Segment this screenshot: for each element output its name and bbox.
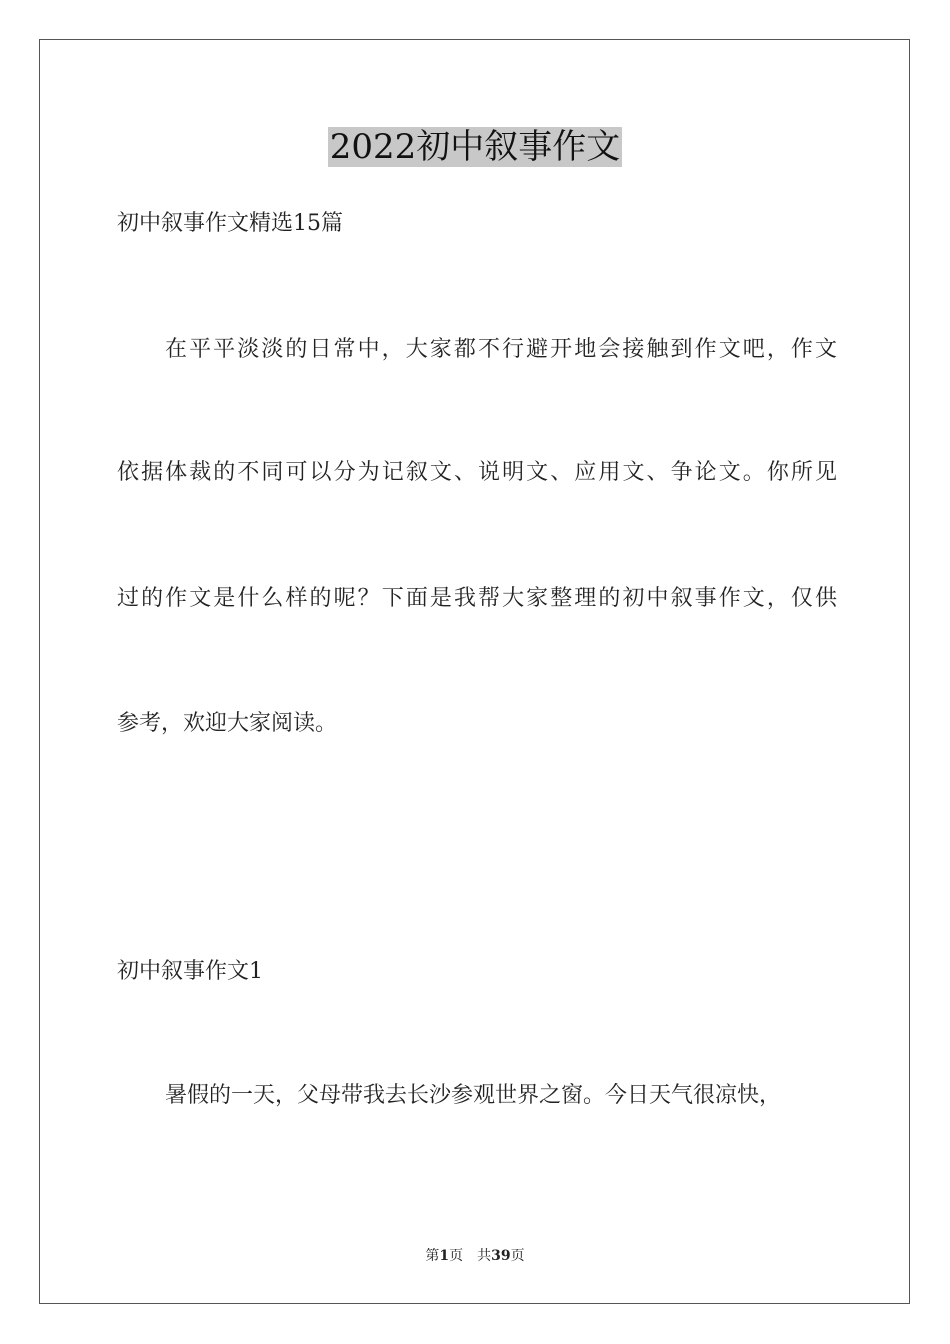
section-heading: 初中叙事作文1	[117, 959, 263, 984]
document-subtitle: 初中叙事作文精选15篇	[117, 211, 343, 236]
document-title-text: 2022初中叙事作文	[329, 127, 621, 167]
total-suffix: 页	[510, 1248, 525, 1264]
total-pages: 39	[491, 1248, 511, 1264]
page-prefix: 第	[425, 1248, 440, 1264]
section-paragraph-line: 暑假的一天，父母带我去长沙参观世界之窗。今日天气很凉快，	[165, 1083, 782, 1108]
intro-paragraph-line: 参考，欢迎大家阅读。	[117, 711, 338, 736]
document-title	[0, 125, 950, 169]
intro-paragraph-line: 过的作文是什么样的呢？下面是我帮大家整理的初中叙事作文，仅供	[117, 586, 837, 611]
intro-paragraph-line: 在平平淡淡的日常中，大家都不行避开地会接触到作文吧，作文	[165, 337, 837, 362]
page-number: 1	[439, 1248, 450, 1264]
page-suffix: 页	[449, 1248, 464, 1264]
total-prefix: 共	[477, 1248, 492, 1264]
intro-paragraph-line: 依据体裁的不同可以分为记叙文、说明文、应用文、争论文。你所见	[117, 460, 837, 485]
page-footer	[0, 1246, 950, 1266]
